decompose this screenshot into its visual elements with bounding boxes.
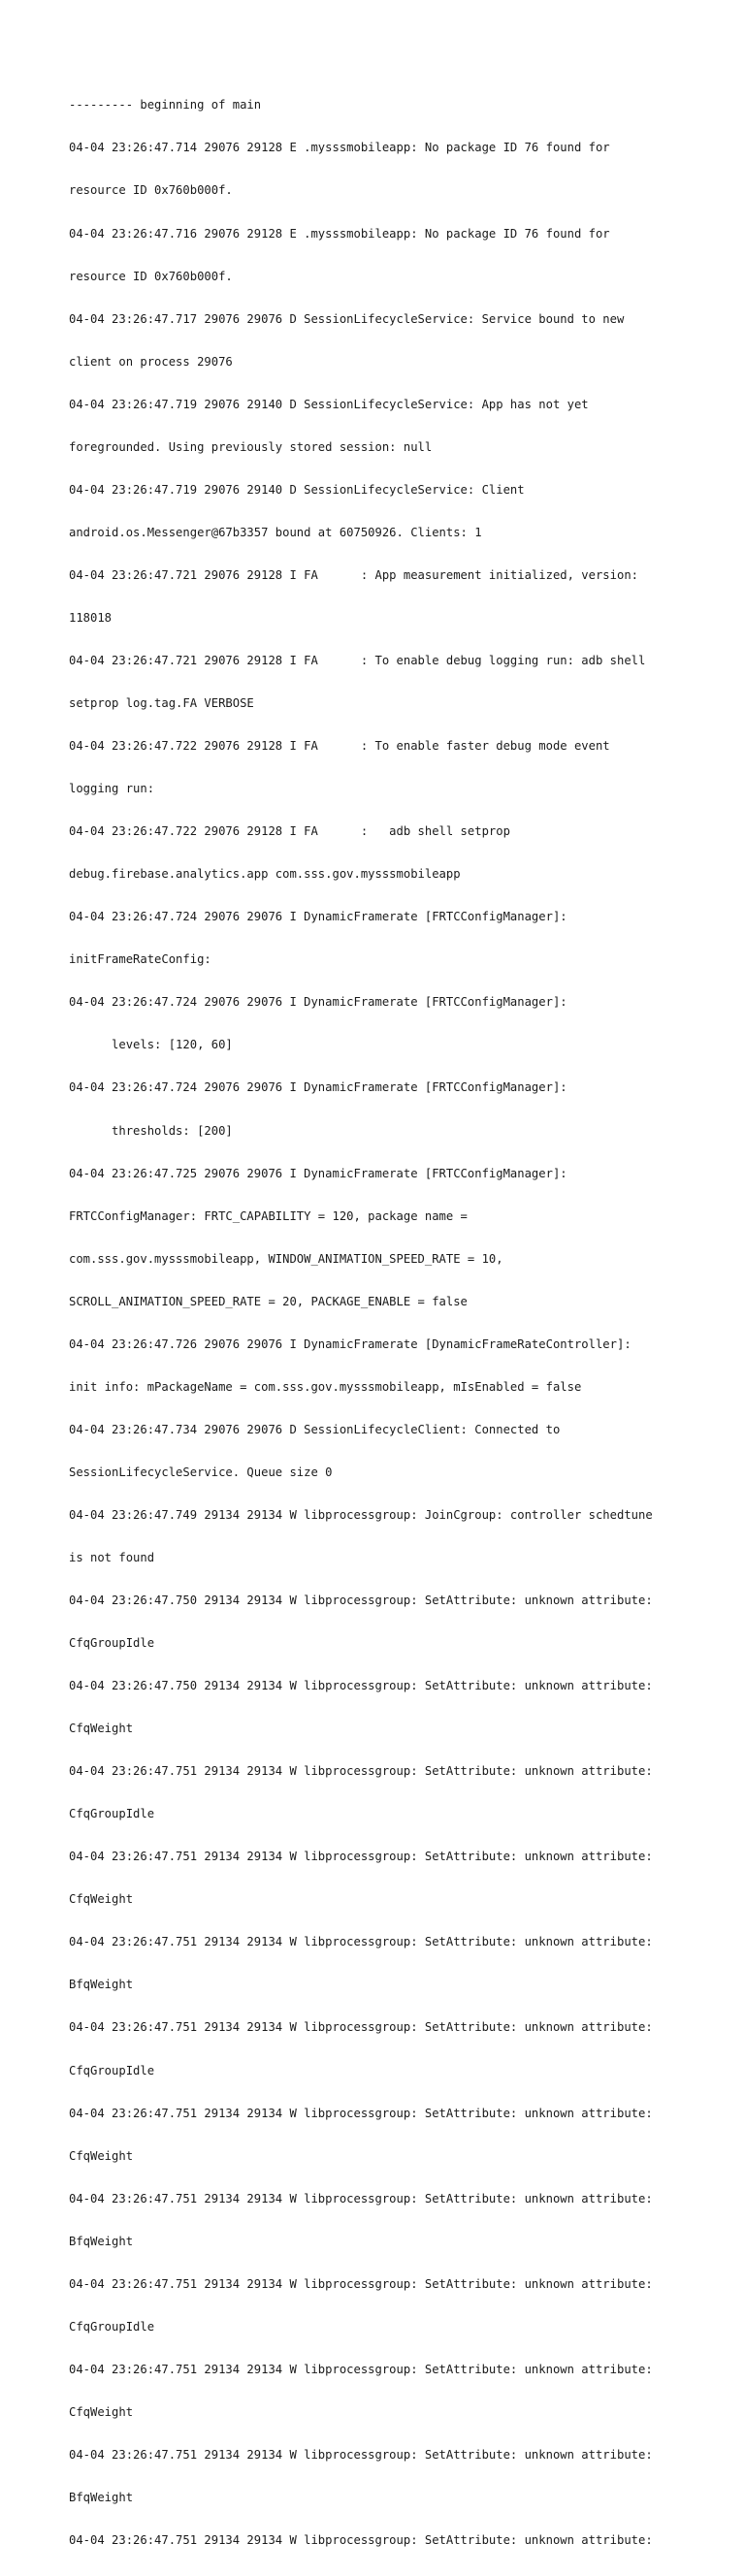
log-line: setprop log.tag.FA VERBOSE [69,696,254,711]
log-line: 04-04 23:26:47.751 29134 29134 W libprocessgroup: SetAttribute: unknown attribute: [69,2447,653,2462]
log-line: init info: mPackageName = com.sss.gov.mysssmobileapp, mIsEnabled = false [69,1379,582,1394]
log-line: 04-04 23:26:47.751 29134 29134 W libprocessgroup: SetAttribute: unknown attribute: [69,2276,653,2291]
log-line: 118018 [69,610,113,625]
log-line: resource ID 0x760b000f. [69,269,233,283]
log-line: 04-04 23:26:47.722 29076 29128 I FA : adb shell setprop [69,824,510,839]
log-line: 04-04 23:26:47.714 29076 29128 E .mysssmobileapp: No package ID 76 found for [69,141,610,155]
log-line: com.sss.gov.mysssmobileapp, WINDOW_ANIMATION_SPEED_RATE = 10, [69,1251,503,1266]
log-line: 04-04 23:26:47.749 29134 29134 W libprocessgroup: JoinCgroup: controller schedtune [69,1507,653,1522]
log-line: CfqWeight [69,1722,134,1736]
log-line: 04-04 23:26:47.725 29076 29076 I DynamicFramerate [FRTCConfigManager]: [69,1166,567,1180]
log-line: 04-04 23:26:47.751 29134 29134 W libprocessgroup: SetAttribute: unknown attribute: [69,2020,653,2035]
log-line: 04-04 23:26:47.721 29076 29128 I FA : To enable debug logging run: adb shell [69,653,646,667]
log-line: CfqGroupIdle [69,1807,155,1821]
log-line: 04-04 23:26:47.719 29076 29140 D SessionLifecycleService: App has not yet [69,397,589,411]
log-line: FRTCConfigManager: FRTC_CAPABILITY = 120, package name = [69,1208,468,1223]
log-line: CfqWeight [69,2148,134,2163]
log-line: BfqWeight [69,2234,134,2248]
log-line: resource ID 0x760b000f. [69,183,233,198]
log-line: 04-04 23:26:47.750 29134 29134 W libprocessgroup: SetAttribute: unknown attribute: [69,1594,653,1608]
log-line: 04-04 23:26:47.751 29134 29134 W libprocessgroup: SetAttribute: unknown attribute: [69,2362,653,2376]
log-text-block [69,70,690,2576]
log-line: 04-04 23:26:47.716 29076 29128 E .mysssmobileapp: No package ID 76 found for [69,226,610,241]
log-line: 04-04 23:26:47.751 29134 29134 W libprocessgroup: SetAttribute: unknown attribute: [69,1850,653,1864]
log-line: levels: [120, 60] [69,1038,233,1052]
log-line: SessionLifecycleService. Queue size 0 [69,1465,333,1479]
log-line: 04-04 23:26:47.751 29134 29134 W libprocessgroup: SetAttribute: unknown attribute: [69,2533,653,2548]
log-line: 04-04 23:26:47.724 29076 29076 I DynamicFramerate [FRTCConfigManager]: [69,995,567,1010]
log-line: client on process 29076 [69,354,233,369]
log-line: BfqWeight [69,2491,134,2504]
log-line: CfqGroupIdle [69,2063,155,2077]
log-line: CfqWeight [69,2404,134,2419]
log-line: logging run: [69,782,155,796]
log-line: 04-04 23:26:47.719 29076 29140 D SessionLifecycleService: Client [69,482,525,497]
log-line: CfqGroupIdle [69,2319,155,2334]
log-line: thresholds: [200] [69,1123,233,1138]
log-line: BfqWeight [69,1978,134,1992]
log-line: android.os.Messenger@67b3357 bound at 60750926. Clients: 1 [69,525,482,539]
log-line: 04-04 23:26:47.750 29134 29134 W libprocessgroup: SetAttribute: unknown attribute: [69,1679,653,1693]
log-line: 04-04 23:26:47.751 29134 29134 W libprocessgroup: SetAttribute: unknown attribute: [69,1764,653,1779]
log-line: 04-04 23:26:47.726 29076 29076 I DynamicFramerate [DynamicFrameRateController]: [69,1336,632,1351]
log-line: 04-04 23:26:47.722 29076 29128 I FA : To enable faster debug mode event [69,739,610,754]
log-line: 04-04 23:26:47.717 29076 29076 D SessionLifecycleService: Service bound to new [69,311,625,326]
log-line: CfqGroupIdle [69,1636,155,1651]
log-line: CfqWeight [69,1892,134,1907]
log-line: 04-04 23:26:47.724 29076 29076 I DynamicFramerate [FRTCConfigManager]: [69,910,567,924]
log-line: is not found [69,1550,155,1564]
log-line: --------- beginning of main [69,98,262,113]
log-line: initFrameRateConfig: [69,952,211,967]
log-line: 04-04 23:26:47.751 29134 29134 W libprocessgroup: SetAttribute: unknown attribute: [69,2106,653,2120]
log-line: SCROLL_ANIMATION_SPEED_RATE = 20, PACKAGE_ENABLE = false [69,1294,468,1308]
log-line: 04-04 23:26:47.724 29076 29076 I DynamicFramerate [FRTCConfigManager]: [69,1080,567,1095]
log-line: debug.firebase.analytics.app com.sss.gov.mysssmobileapp [69,867,461,882]
log-line: 04-04 23:26:47.751 29134 29134 W libprocessgroup: SetAttribute: unknown attribute: [69,1935,653,1949]
log-line: 04-04 23:26:47.751 29134 29134 W libprocessgroup: SetAttribute: unknown attribute: [69,2191,653,2206]
log-line: foregrounded. Using previously stored session: null [69,439,433,454]
log-line: 04-04 23:26:47.734 29076 29076 D SessionLifecycleClient: Connected to [69,1422,561,1436]
log-line: 04-04 23:26:47.721 29076 29128 I FA : App measurement initialized, version: [69,567,638,582]
